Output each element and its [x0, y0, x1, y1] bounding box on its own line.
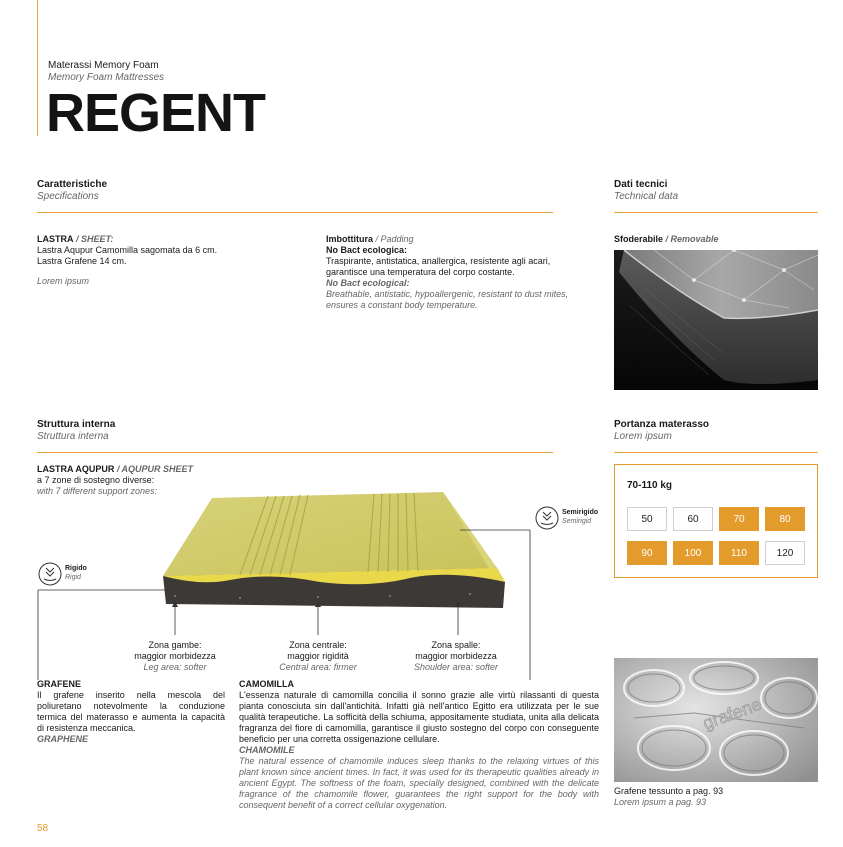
- fabric-logo-text: grafene: [699, 693, 765, 734]
- nobact-en-text2: ensures a constant body temperature.: [326, 300, 478, 310]
- lastra-line1: Lastra Aqupur Camomilla sagomata da 6 cm.: [37, 245, 218, 255]
- header-bar: [37, 0, 38, 136]
- zone-legs-line1: Zona gambe:: [148, 640, 202, 650]
- tech-rule: [614, 212, 818, 213]
- padding-block: [326, 234, 586, 311]
- padding-label-en: / Padding: [373, 234, 414, 244]
- chamomile-heading-en: CHAMOMILE: [239, 745, 295, 755]
- category-label-en: Memory Foam Mattresses: [48, 72, 165, 83]
- lastra-en: Lorem ipsum: [37, 276, 90, 286]
- lastra-label-en: / SHEET:: [73, 234, 114, 244]
- rigid-label-en: Rigid: [65, 574, 81, 581]
- zone-shoulder-en: Shoulder area: softer: [413, 662, 499, 672]
- fabric-caption-text: Grafene tessunto a pag. 93: [614, 786, 724, 796]
- zone-shoulder: [386, 640, 526, 673]
- rigid-icon: [37, 561, 63, 587]
- capacity-heading: Portanza materasso: [614, 419, 710, 430]
- capacity-value-80: 80: [765, 507, 805, 531]
- zone-shoulder-line1: Zona spalle:: [431, 640, 481, 650]
- zones-text-en: with 7 different support zones:: [37, 486, 158, 496]
- zones-text: a 7 zone di sostegno diverse:: [37, 475, 155, 485]
- capacity-value-50: 50: [627, 507, 667, 531]
- chamomile-text-en: The natural essence of chamomile induces sleep thanks to the relaxing virtues of this plant known since ancient times. In fact, it was used for its therapeutic qualities already in ancient Egypt. The softness of the foam, specially designed, combined with the delicate fragrance of the chamomile flower, guarantees the right support for the body with consequent benefit of a correct cellular oxygenation.: [239, 756, 599, 810]
- nobact-en-text1: Breathable, antistatic, hypoallergenic, resistant to dust mites,: [326, 289, 569, 299]
- removable-text-en: / Removable: [663, 234, 719, 244]
- zone-center-line2: maggior rigidità: [287, 651, 349, 661]
- capacity-value-90: 90: [627, 541, 667, 565]
- capacity-value-60: 60: [673, 507, 713, 531]
- capacity-value-110: 110: [719, 541, 759, 565]
- graphene-block: [37, 679, 225, 745]
- nobact-text2: garantisce una temperatura del corpo costante.: [326, 267, 515, 277]
- specs-heading: Caratteristiche: [37, 179, 108, 190]
- chamomile-block: [239, 679, 599, 811]
- chamomile-heading: CAMOMILLA: [239, 679, 294, 689]
- capacity-value-100: 100: [673, 541, 713, 565]
- capacity-value-70: 70: [719, 507, 759, 531]
- specs-heading-en: Specifications: [37, 191, 99, 202]
- padding-label: Imbottitura: [326, 234, 373, 244]
- structure-heading: Struttura interna: [37, 419, 116, 430]
- category-label: Materassi Memory Foam: [48, 60, 159, 71]
- removable-text: Sfoderabile: [614, 234, 664, 244]
- nobact-label: No Bact ecologica:: [326, 245, 408, 255]
- zone-center-en: Central area: firmer: [279, 662, 357, 672]
- lastra-label: LASTRA: [37, 234, 74, 244]
- zone-center: [248, 640, 388, 673]
- graphene-heading-en: GRAPHENE: [37, 734, 89, 744]
- zone-legs: [105, 640, 245, 673]
- graphene-fabric-photo: [614, 658, 818, 782]
- zone-center-line1: Zona centrale:: [289, 640, 347, 650]
- structure-heading-en: Struttura interna: [37, 431, 109, 442]
- lastra-line2: Lastra Grafene 14 cm.: [37, 256, 127, 266]
- semirigid-icon: [534, 505, 560, 531]
- specs-rule: [37, 212, 553, 213]
- graphene-text: Il grafene inserito nella mescola del poliuretano notevolmente la conduzione termica del materasso e aumenta la capacità di resistenza meccanica.: [37, 690, 225, 733]
- capacity-heading-en: Lorem ipsum: [614, 431, 672, 442]
- mattress-photo: [614, 250, 818, 390]
- zone-shoulder-line2: maggior morbidezza: [415, 651, 497, 661]
- page-title: REGENT: [46, 83, 266, 143]
- nobact-text1: Traspirante, antistatica, anallergica, resistente agli acari,: [326, 256, 551, 266]
- lastra-block: [37, 234, 297, 287]
- nobact-en-label: No Bact ecological:: [326, 278, 410, 288]
- capacity-rule: [614, 452, 818, 453]
- sheet-label-en: / AQUPUR SHEET: [114, 464, 194, 474]
- tech-heading-en: Technical data: [614, 191, 679, 202]
- capacity-range: 70-110 kg: [627, 480, 673, 491]
- zone-legs-en: Leg area: softer: [143, 662, 207, 672]
- rigid-label: Rigido: [65, 565, 87, 572]
- semirigid-label: Semirigido: [562, 509, 599, 516]
- semirigid-label-en: Semirigid: [562, 518, 592, 525]
- removable-label: [614, 234, 719, 245]
- sheet-label: LASTRA AQUPUR: [37, 464, 115, 474]
- capacity-value-120: 120: [765, 541, 805, 565]
- fabric-caption: [614, 786, 723, 808]
- chamomile-text: L'essenza naturale di camomilla concilia il sonno grazie alle virtù rilassanti di questa pianta conosciuta sin dall'antichità. Infatti già nell'antico Egitto era utilizzata per le sue qualità terapeutiche. La sofficità della schiuma, appositamente studiata, unita alla delicata fragranza del fiore di camomilla, garantisce il giusto sostegno del corpo con conseguente beneficio per una corretta ossigenazione cellulare.: [239, 690, 599, 744]
- structure-rule: [37, 452, 553, 453]
- page-number: 58: [37, 823, 49, 834]
- tech-heading: Dati tecnici: [614, 179, 668, 190]
- fabric-caption-en: Lorem ipsum a pag. 93: [614, 797, 707, 807]
- zone-legs-line2: maggior morbidezza: [134, 651, 216, 661]
- capacity-box: [614, 464, 818, 578]
- graphene-heading: GRAFENE: [37, 679, 82, 689]
